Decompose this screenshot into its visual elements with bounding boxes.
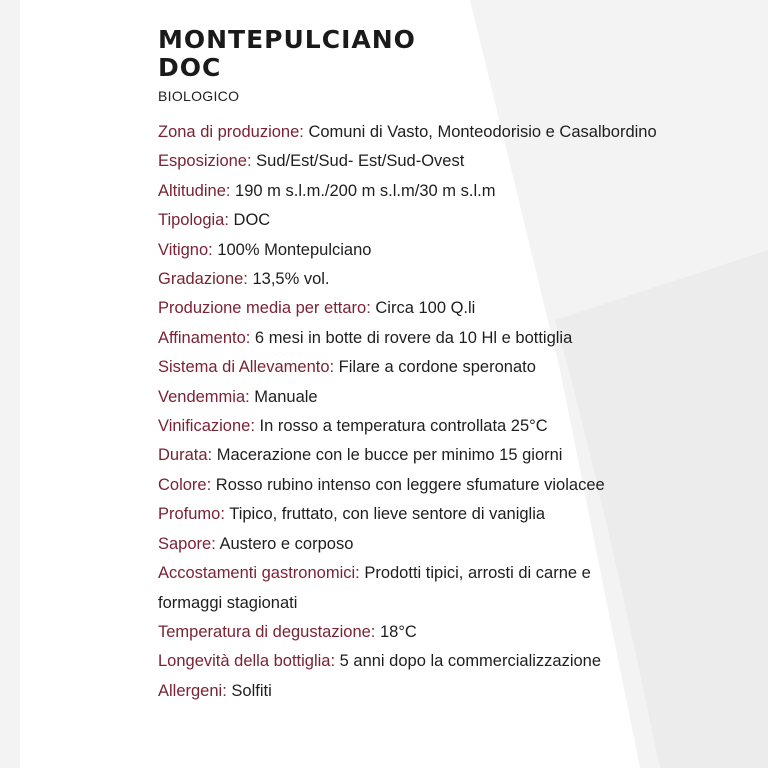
spec-item <box>158 441 658 470</box>
spec-label: Vendemmia: <box>158 387 250 406</box>
spec-item <box>158 471 658 500</box>
spec-item <box>158 118 658 147</box>
spec-value: Tipico, fruttato, con lieve sentore di vaniglia <box>224 505 546 524</box>
spec-value: 13,5% vol. <box>247 270 330 289</box>
spec-value: Comuni di Vasto, Monteodorisio e Casalbordino <box>303 123 657 141</box>
spec-label: Gradazione: <box>158 270 248 289</box>
spec-label: Vinificazione: <box>158 417 255 436</box>
spec-item <box>158 383 658 412</box>
spec-item <box>158 559 658 618</box>
spec-value: 5 anni dopo la commercializzazione <box>335 652 602 671</box>
spec-label: Temperatura di degustazione: <box>158 622 376 641</box>
spec-item <box>158 530 658 559</box>
spec-item <box>158 647 658 676</box>
spec-value: Rosso rubino intenso con leggere sfumature violacee <box>211 475 605 494</box>
wine-title <box>158 26 416 82</box>
spec-label: Durata: <box>158 446 213 465</box>
spec-label: Allergeni: <box>158 681 227 700</box>
spec-value: Filare a cordone speronato <box>334 358 536 377</box>
spec-value: 6 mesi in botte di rovere da 10 Hl e bottiglia <box>250 328 573 347</box>
spec-value: Circa 100 Q.li <box>370 299 476 318</box>
spec-label: Colore: <box>158 475 212 494</box>
spec-value: Manuale <box>249 387 318 406</box>
spec-label: Esposizione: <box>158 152 252 171</box>
spec-value: DOC <box>228 211 271 230</box>
spec-value: 190 m s.l.m./200 m s.l.m/30 m s.l.m <box>230 181 496 200</box>
spec-item <box>158 177 658 206</box>
spec-value: In rosso a temperatura controllata 25°C <box>254 417 548 436</box>
spec-label: Produzione media per ettaro: <box>158 299 371 318</box>
spec-item <box>158 236 658 265</box>
spec-item <box>158 206 658 235</box>
wine-subtitle: BIOLOGICO <box>158 88 240 104</box>
spec-label: Tipologia: <box>158 211 229 230</box>
spec-label: Sapore: <box>158 534 216 553</box>
spec-value: 100% Montepulciano <box>212 240 372 259</box>
spec-item <box>158 324 658 353</box>
spec-item <box>158 353 658 382</box>
spec-item <box>158 412 658 441</box>
spec-label: Accostamenti gastronomici: <box>158 564 360 583</box>
spec-value: 18°C <box>375 622 417 641</box>
spec-value: Austero e corposo <box>215 534 354 553</box>
spec-label: Vitigno: <box>158 240 213 259</box>
spec-label: Sistema di Allevamento: <box>158 358 335 377</box>
spec-label: Longevità della bottiglia: <box>158 652 336 671</box>
spec-label: Zona di produzione: <box>158 123 304 141</box>
spec-item <box>158 147 658 176</box>
spec-item <box>158 500 658 529</box>
spec-list <box>158 118 658 706</box>
spec-item <box>158 618 658 647</box>
spec-label: Affinamento: <box>158 328 251 347</box>
spec-item <box>158 294 658 323</box>
wine-title-line-1: MONTEPULCIANO <box>158 25 416 54</box>
spec-value: Macerazione con le bucce per minimo 15 giorni <box>212 446 563 465</box>
spec-item <box>158 265 658 294</box>
spec-item <box>158 677 658 706</box>
spec-value: Solfiti <box>226 681 272 700</box>
spec-label: Profumo: <box>158 505 225 524</box>
spec-label: Altitudine: <box>158 181 231 200</box>
spec-value: Sud/Est/Sud- Est/Sud-Ovest <box>251 152 465 171</box>
spec-value: Prodotti tipici, arrosti di carne e formaggi stagionati <box>158 564 591 612</box>
wine-title-line-2: DOC <box>158 53 222 82</box>
